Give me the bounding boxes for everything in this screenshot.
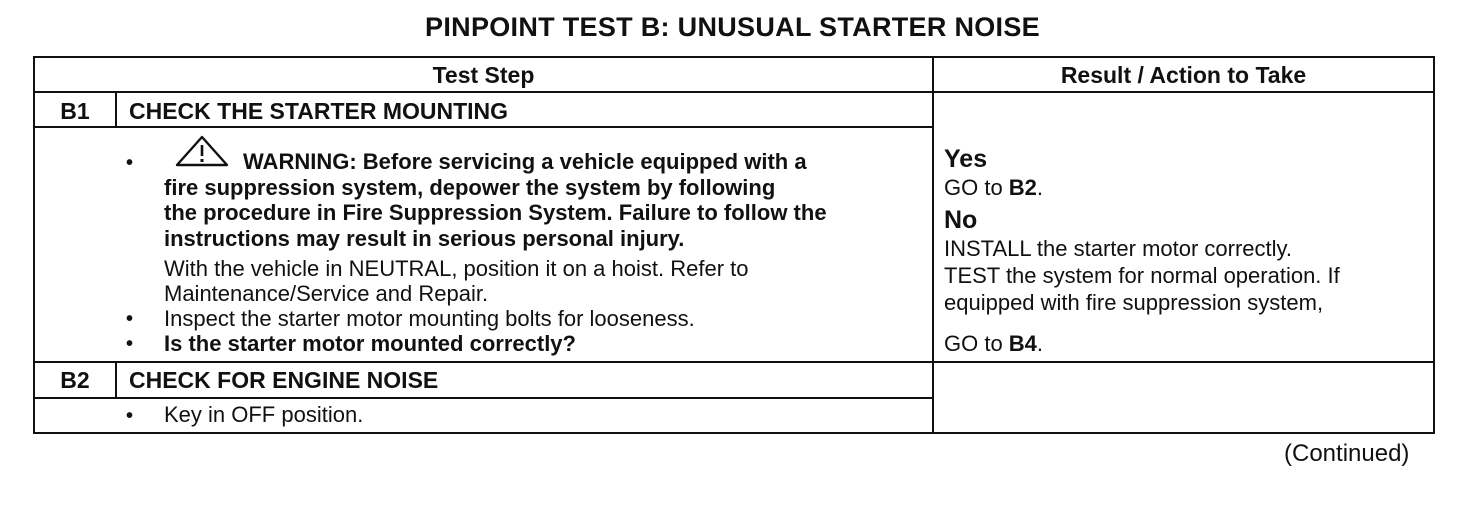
goto-b2-link[interactable]: B2 [1008,175,1037,200]
step-title-b2: CHECK FOR ENGINE NOISE [129,367,439,393]
column-header-result-action: Result / Action to Take [1060,62,1307,88]
result-no-label: No [944,206,978,234]
step-question-b1: Is the starter motor mounted correctly? [164,331,576,356]
b2-title-divider [33,397,934,399]
bullet-key-off: • [126,405,134,427]
table-border-bottom [33,432,1435,434]
bullet-question: • [126,333,134,355]
step-id-b1: B1 [60,98,90,124]
result-yes-action: GO to B2. [944,175,1044,200]
result-no-line-3: equipped with fire suppression system, [944,290,1324,315]
procedure-note-line-2: Maintenance/Service and Repair. [164,281,489,306]
table-border-right [1433,56,1435,434]
inspect-bolts-text: Inspect the starter motor mounting bolts for looseness. [164,306,695,331]
pinpoint-test-table [33,56,1435,434]
column-header-test-step: Test Step [432,62,535,88]
warning-triangle-icon [175,135,229,167]
bullet-warning: • [126,152,134,174]
warning-line-1: WARNING: Before servicing a vehicle equipped with a [243,149,807,174]
key-off-text: Key in OFF position. [164,402,364,427]
column-divider [932,56,934,434]
b2-id-divider [115,361,117,399]
result-no-goto: GO to B4. [944,331,1044,356]
result-no-line-2: TEST the system for normal operation. If [944,263,1340,288]
warning-line-4: instructions may result in serious personal injury. [164,226,685,251]
bullet-inspect: • [126,308,134,330]
procedure-note-line-1: With the vehicle in NEUTRAL, position it on a hoist. Refer to [164,256,749,281]
page-title: PINPOINT TEST B: UNUSUAL STARTER NOISE [425,12,1040,42]
step-id-b2: B2 [60,367,90,393]
warning-line-3: the procedure in Fire Suppression System. Failure to follow the [164,200,827,225]
result-yes-label: Yes [944,145,988,173]
b1-id-divider [115,91,117,128]
warning-line-2: fire suppression system, depower the system by following [164,175,776,200]
continued-label: (Continued) [1284,440,1410,467]
step-title-b1: CHECK THE STARTER MOUNTING [129,98,509,124]
result-no-line-1: INSTALL the starter motor correctly. [944,236,1293,261]
goto-b4-link[interactable]: B4 [1008,331,1037,356]
